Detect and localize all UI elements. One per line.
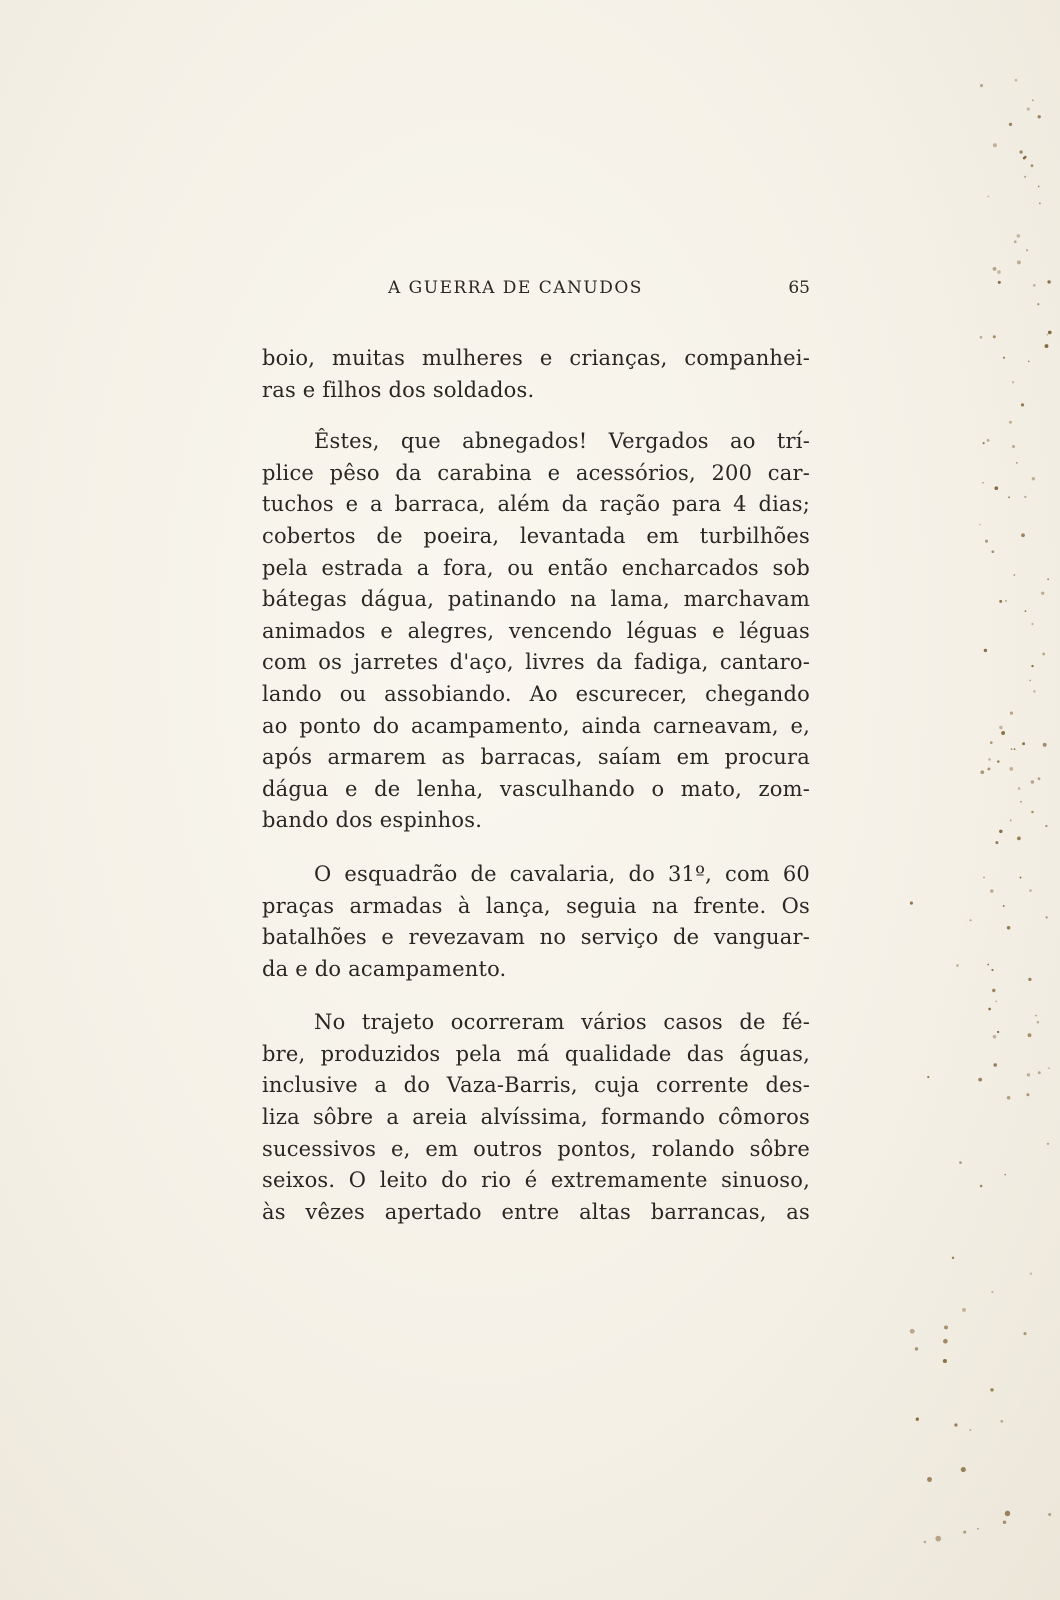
foxing-speck [1032,99,1034,101]
body-text [262,343,810,1228]
foxing-speck [1007,926,1011,930]
foxing-speck [997,760,999,762]
foxing-speck [954,1423,957,1426]
speck-group [910,79,1052,1543]
foxing-speck [1047,334,1049,336]
text-line: boio, muitas mulheres e crianças, companhei- [262,346,810,370]
foxing-speck [990,1388,993,1391]
foxing-speck [987,964,989,966]
foxing-speck [1019,150,1022,153]
foxing-speck [1003,905,1005,907]
foxing-speck [1027,108,1030,111]
foxing-speck [1023,1332,1026,1335]
foxing-speck [1025,610,1027,612]
foxing-speck [959,1161,962,1164]
foxing-speck [1005,600,1007,602]
page-number: 65 [788,278,810,298]
foxing-speck [1045,916,1047,918]
foxing-speck [988,758,991,761]
foxing-speck [1009,767,1013,771]
foxing-speck [1021,533,1025,537]
text-line: cobertos de poeira, levantada em turbilhões [262,523,810,548]
foxing-speck [1000,1420,1003,1423]
foxing-speck [990,889,994,893]
foxing-speck [1030,1273,1032,1275]
foxing-speck [1048,1513,1051,1516]
paragraph-3 [262,859,810,985]
foxing-speck [994,486,998,490]
foxing-speck [993,267,997,271]
text-line: ras e filhos dos soldados. [262,377,535,402]
foxing-speck [1020,877,1022,879]
foxing-speck [979,524,981,526]
running-title: A GUERRA DE CANUDOS [388,278,643,298]
foxing-speck [1014,240,1017,243]
foxing-speck [916,1418,919,1421]
foxing-speck [1031,665,1033,667]
foxing-speck [1005,1511,1010,1516]
foxing-speck [1004,1174,1006,1176]
foxing-speck [1039,202,1041,204]
foxing-speck [1029,889,1031,891]
foxing-speck [999,600,1002,603]
foxing-speck [1033,690,1036,693]
foxing-speck [1038,1071,1041,1074]
text-line: bátegas dágua, patinando na lama, marchavam [262,587,810,612]
foxing-speck [984,649,987,652]
foxing-speck [1038,186,1040,188]
foxing-speck [1043,743,1047,747]
foxing-speck [1038,777,1041,780]
text-line: após armarem as barracas, saíam em procura [262,745,810,770]
foxing-speck [990,741,993,744]
foxing-speck [999,830,1002,833]
foxing-speck [995,841,998,844]
foxing-speck [1038,115,1041,118]
text-line: batalhões e revezavam no serviço de vanguar- [262,925,810,950]
foxing-speck [935,1536,941,1542]
foxing-speck [982,482,984,484]
foxing-speck [987,439,990,442]
foxing-speck [980,336,983,339]
foxing-speck [983,876,985,878]
foxing-speck [963,1531,966,1534]
foxing-speck [1035,1015,1037,1017]
foxing-speck [1021,403,1024,406]
foxing-speck [980,1185,983,1188]
text-line: praças armadas à lança, seguia na frente. Os [262,893,810,918]
foxing-speck [956,964,959,967]
text-line: liza sôbre a areia alvíssima, formando cômoros [262,1105,810,1130]
text-line: sucessivos e, em outros pontos, rolando sôbre [262,1136,810,1161]
foxing-speck [1029,680,1031,682]
foxing-speck [944,1325,948,1329]
foxing-speck [997,270,1001,274]
text-line: bre, produzidos pela má qualidade das águas, [262,1041,810,1066]
foxing-speck [1026,1093,1029,1096]
foxing-speck [1047,1143,1049,1145]
foxing-speck [1008,496,1010,498]
foxing-speck [961,1467,966,1472]
foxing-speck [978,1078,982,1082]
foxing-speck [987,768,990,771]
foxing-speck [910,1329,915,1334]
foxing-speck [980,84,983,87]
foxing-speck [997,1031,999,1033]
foxing-speck [1037,1021,1040,1024]
foxing-speck [992,989,995,992]
foxing-speck [994,1063,997,1066]
foxing-speck [1010,711,1013,714]
foxing-speck [1009,123,1012,126]
text-line: lando ou assobiando. Ao escurecer, chegando [262,681,810,706]
foxing-speck [1028,978,1031,981]
foxing-speck [1018,787,1021,790]
foxing-speck [999,726,1002,729]
foxing-speck [985,540,988,543]
paragraph-2 [262,426,810,837]
foxing-speck [987,196,989,198]
foxing-speck [952,1257,954,1259]
foxing-speck [1014,748,1016,750]
foxing-speck [1003,357,1005,359]
foxing-speck [943,1339,948,1344]
foxing-speck [993,143,997,147]
foxing-speck [1017,837,1021,841]
foxing-speck [1012,445,1015,448]
text-line: com os jarretes d'aço, livres da fadiga, cantaro- [262,650,810,675]
foxing-speck [962,1308,966,1312]
foxing-speck [1048,1067,1050,1069]
text-line: dágua e de lenha, vasculhando o mato, zom- [262,776,810,801]
foxing-speck [1045,344,1049,348]
foxing-speck [1031,164,1034,167]
foxing-speck [988,1008,991,1011]
foxing-speck [1010,820,1012,822]
foxing-speck [1015,79,1018,82]
foxing-speck [943,1359,947,1363]
foxing-speck [1012,381,1014,383]
text-line: Êstes, que abnegados! Vergados ao trí- [314,429,810,454]
foxing-speck [995,1001,997,1003]
foxing-speck [1048,331,1052,335]
foxing-speck [980,770,984,774]
foxing-speck [1007,1096,1011,1100]
foxing-speck [1037,303,1039,305]
foxing-speck [1027,1073,1030,1076]
text-line: seixos. O leito do rio é extremamente sinuoso, [262,1168,810,1193]
foxing-speck [1042,653,1045,656]
foxing-speck [1033,284,1036,287]
text-line: No trajeto ocorreram vários casos de fé- [314,1010,810,1035]
foxing-speck [977,1528,979,1530]
text-line: tuchos e a barraca, além da ração para 4 dias; [262,492,810,517]
foxing-speck [915,1347,918,1350]
paragraph-1 [262,343,810,406]
foxing-speck [1041,592,1044,595]
foxing-speck [1016,462,1018,464]
foxing-speck [1031,780,1034,783]
foxing-speck [1001,731,1005,735]
foxing-speck [1022,742,1025,745]
foxing-speck [1024,496,1026,498]
foxing-speck [1026,249,1028,251]
foxing-speck [1011,748,1013,750]
paragraph-4 [262,1007,810,1228]
foxing-speck [1028,361,1030,363]
foxing-speck [970,919,972,921]
foxing-speck [1031,811,1034,814]
foxing-speck [1047,280,1050,283]
text-line: plice pêso da carabina e acessórios, 200 car- [262,460,810,485]
foxing-speck [1028,1033,1032,1037]
foxing-speck [993,1035,997,1039]
foxing-speck [1045,825,1047,827]
text-line: pela estrada a fora, ou então encharcados sob [262,555,810,580]
text-line: da e do acampamento. [262,956,507,981]
text-line: animados e alegres, vencendo léguas e léguas [262,618,810,643]
text-line: O esquadrão de cavalaria, do 31º, com 60 [314,861,810,886]
text-line: ao ponto do acampamento, ainda carneavam, e, [262,713,810,738]
foxing-speck [983,442,985,444]
foxing-speck [1023,157,1026,160]
foxing-speck [1017,234,1020,237]
foxing-speck [1031,623,1033,625]
foxing-speck [1024,176,1026,178]
foxing-speck [927,1076,929,1078]
text-line: bando dos espinhos. [262,808,483,833]
foxing-speck [969,1429,971,1431]
foxing-speck [1017,260,1021,264]
foxing-speck [991,550,994,553]
foxing-speck [910,902,913,905]
foxing-speck [1009,421,1012,424]
foxing-speck [991,1291,993,1293]
foxing-speck [927,1477,932,1482]
foxing-speck [1024,156,1026,158]
foxing-speck [1047,578,1049,580]
text-line: inclusive a do Vaza-Barris, cuja corrente des- [262,1073,810,1098]
text-line: às vêzes apertado entre altas barrancas, as [262,1199,810,1224]
page-header [262,278,810,302]
foxing-speck [991,969,993,971]
foxing-speck [1020,801,1022,803]
foxing-speck [993,335,996,338]
foxing-speck [1032,477,1035,480]
foxing-speck [1003,1521,1007,1525]
foxing-speck [1013,574,1015,576]
foxing-speck [924,1541,927,1544]
foxing-speck [998,281,1001,284]
